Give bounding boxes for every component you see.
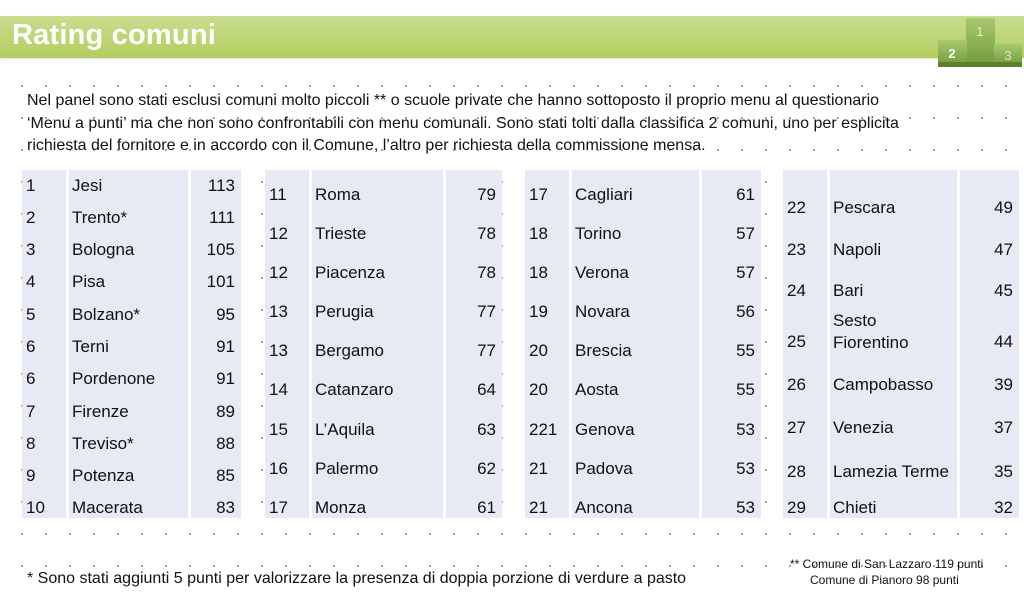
ranking-points: 91 [216,369,235,388]
side-note-line-1: ** Comune di San Lazzaro 119 punti [790,557,984,571]
ranking-rank: 25 [787,332,806,351]
ranking-name: Cagliari [575,185,633,204]
ranking-name: Napoli [833,240,882,259]
ranking-rank: 5 [26,305,36,324]
ranking-name: Palermo [315,459,379,478]
ranking-name: Pordenone [72,369,156,388]
ranking-rank: 18 [529,224,548,243]
ranking-rank: 11 [269,185,287,204]
ranking-points: 44 [994,332,1013,351]
side-note-line-2: Comune di Pianoro 98 punti [810,573,959,587]
ranking-points: 101 [206,272,235,291]
ranking-points: 47 [994,240,1013,259]
footnote: * Sono stati aggiunti 5 punti per valorizzare la presenza di doppia porzione di verdure a pasto [27,570,687,587]
ranking-points: 61 [477,498,496,517]
ranking-rank: 23 [787,240,806,259]
ranking-points: 35 [994,462,1013,481]
ranking-rank: 9 [26,466,36,485]
ranking-points: 55 [736,380,755,399]
ranking-points: 95 [216,305,235,324]
ranking-name: Sesto Fiorentino [833,311,909,352]
ranking-name: Roma [315,185,361,204]
ranking-rank: 14 [269,380,288,399]
ranking-rank: 221 [529,420,558,439]
ranking-name: Pisa [72,272,106,291]
ranking-rank: 15 [269,420,288,439]
ranking-name: Piacenza [315,263,385,282]
ranking-points: 55 [736,341,755,360]
ranking-points: 77 [477,341,496,360]
podium-first: 1 [976,24,984,39]
ranking-rank: 20 [529,341,548,360]
ranking-rank: 4 [26,272,36,291]
ranking-rank: 22 [787,198,806,217]
ranking-points: 79 [477,185,496,204]
ranking-points: 56 [736,302,755,321]
ranking-points: 105 [206,240,235,259]
ranking-points: 78 [477,224,496,243]
ranking-points: 77 [477,302,496,321]
slide-title: Rating comuni [12,19,216,51]
ranking-column-3 [525,170,761,518]
ranking-name: Brescia [575,341,632,360]
ranking-name: Monza [315,498,367,517]
ranking-rank: 18 [529,263,548,282]
ranking-rank: 21 [529,459,548,478]
ranking-rank: 6 [26,369,36,388]
ranking-name: Novara [575,302,630,321]
ranking-points: 57 [736,224,755,243]
ranking-name: Chieti [833,498,877,517]
ranking-name: L’Aquila [315,420,375,439]
ranking-rank: 7 [26,402,36,421]
ranking-rank: 28 [787,462,806,481]
ranking-rank: 12 [269,224,288,243]
ranking-column-1 [22,170,241,518]
ranking-name: Ancona [575,498,633,517]
ranking-name: Trieste [315,224,367,243]
ranking-rank: 6 [26,337,36,356]
ranking-points: 39 [994,375,1013,394]
ranking-rank: 21 [529,498,548,517]
ranking-name: Torino [575,224,622,243]
ranking-column-4 [783,170,1019,518]
ranking-name: Aosta [575,380,619,399]
ranking-rank: 24 [787,281,806,300]
ranking-points: 63 [477,420,496,439]
ranking-name: Firenze [72,402,129,421]
ranking-points: 113 [207,176,235,195]
ranking-rank: 12 [269,263,288,282]
ranking-points: 111 [209,208,235,227]
ranking-rank: 16 [269,459,288,478]
ranking-rank: 13 [269,341,288,360]
ranking-points: 53 [736,459,755,478]
ranking-name: Terni [72,337,109,356]
podium-icon [937,16,1023,68]
ranking-name: Bologna [72,240,135,259]
ranking-points: 88 [216,434,235,453]
ranking-points: 32 [994,498,1013,517]
ranking-rank: 29 [787,498,806,517]
ranking-rank: 10 [26,498,45,517]
ranking-column-2 [265,170,502,518]
ranking-points: 78 [477,263,496,282]
podium-third: 3 [1004,48,1012,63]
ranking-rank: 27 [787,418,806,437]
ranking-rank: 13 [269,302,288,321]
ranking-name: Verona [575,263,629,282]
ranking-rank: 1 [26,176,36,195]
ranking-points: 62 [477,459,496,478]
ranking-points: 45 [994,281,1013,300]
ranking-points: 85 [216,466,235,485]
ranking-name: Genova [575,420,635,439]
ranking-rank: 3 [26,240,36,259]
ranking-points: 89 [216,402,235,421]
intro-paragraph: Nel panel sono stati esclusi comuni molto piccoli ** o scuole private che hanno sottoposto il proprio menu al questionario ‘Menu a punti’ ma che non sono confrontabili con menu comunali. Sono stati tolti dalla classifica 2 comuni, uno per esplicita richiesta del fornitore e in accordo con il Comune, l’altro per richiesta della commissione mensa. [27,92,899,154]
ranking-name: Bolzano* [72,305,141,324]
ranking-name: Padova [575,459,633,478]
ranking-points: 49 [994,198,1013,217]
ranking-name: Venezia [833,418,894,437]
ranking-name: Bergamo [315,341,384,360]
ranking-name: Campobasso [833,375,934,394]
ranking-name: Pescara [833,198,896,217]
ranking-rank: 17 [529,185,548,204]
ranking-name: Macerata [72,498,143,517]
ranking-points: 53 [736,420,755,439]
ranking-rank: 2 [26,208,36,227]
ranking-points: 64 [477,380,496,399]
ranking-name: Trento* [72,208,128,227]
ranking-points: 91 [216,337,235,356]
ranking-name: Treviso* [72,434,134,453]
ranking-points: 37 [994,418,1013,437]
title-bar [0,16,1024,58]
ranking-rank: 19 [529,302,548,321]
ranking-points: 61 [736,185,755,204]
ranking-name: Catanzaro [315,380,394,399]
ranking-rank: 20 [529,380,548,399]
ranking-name: Lamezia Terme [833,462,949,481]
ranking-name: Jesi [72,176,103,195]
ranking-points: 53 [736,498,755,517]
ranking-rank: 8 [26,434,36,453]
ranking-rank: 17 [269,498,288,517]
ranking-rank: 26 [787,375,806,394]
ranking-name: Perugia [315,302,374,321]
ranking-points: 83 [216,498,235,517]
ranking-name: Potenza [72,466,135,485]
ranking-points: 57 [736,263,755,282]
podium-second: 2 [948,46,956,61]
side-note [790,556,1016,588]
ranking-name: Bari [833,281,864,300]
